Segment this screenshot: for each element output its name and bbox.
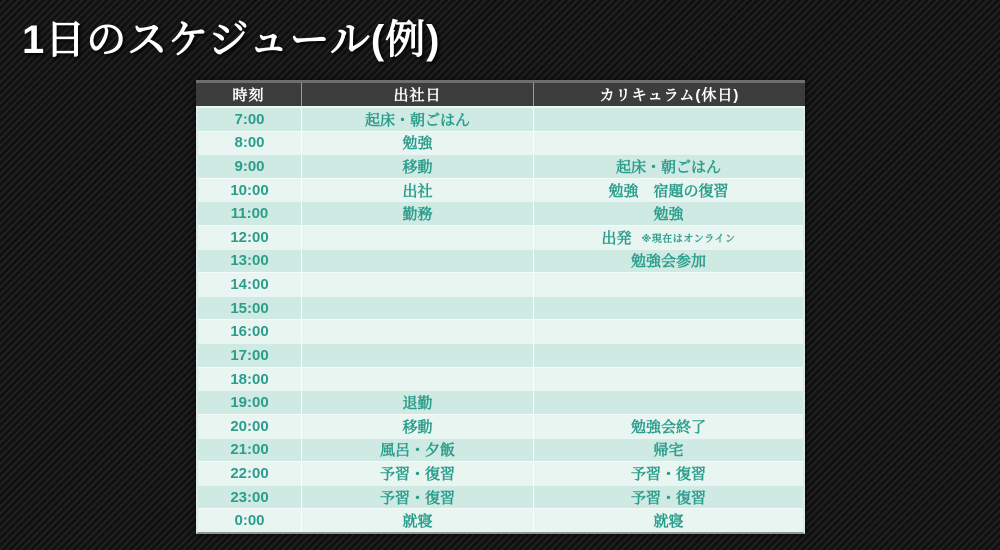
- table-row: [198, 343, 803, 367]
- page-title: 1日のスケジュール(例): [22, 18, 441, 62]
- workday-cell: [302, 344, 534, 367]
- curriculum-cell: [534, 297, 803, 320]
- workday-cell: 出社: [302, 179, 534, 202]
- time-cell: 18:00: [198, 368, 302, 391]
- time-cell: 17:00: [198, 344, 302, 367]
- curriculum-cell: [534, 320, 803, 343]
- curriculum-cell: 勉強 宿題の復習: [608, 182, 729, 200]
- curriculum-cell: [534, 273, 803, 296]
- workday-cell: [302, 250, 534, 273]
- table-row: [198, 131, 803, 155]
- curriculum-cell: 予習・復習: [630, 489, 706, 507]
- table-header-row: [196, 80, 805, 108]
- curriculum-note: ※現在はオンライン: [641, 233, 736, 245]
- workday-cell: [302, 368, 534, 391]
- table-row: [198, 461, 803, 485]
- table-row: [198, 296, 803, 320]
- time-cell: 10:00: [198, 179, 302, 202]
- time-cell: 22:00: [198, 462, 302, 485]
- time-cell: 8:00: [198, 132, 302, 155]
- workday-cell: 予習・復習: [302, 486, 534, 509]
- table-row: [198, 367, 803, 391]
- time-cell: 20:00: [198, 415, 302, 438]
- table-row: [198, 390, 803, 414]
- time-cell: 15:00: [198, 297, 302, 320]
- curriculum-cell: [534, 368, 803, 391]
- table-row: [198, 201, 803, 225]
- curriculum-cell: 勉強: [653, 206, 684, 224]
- time-cell: 12:00: [198, 226, 302, 249]
- time-cell: 21:00: [198, 439, 302, 462]
- time-cell: 19:00: [198, 391, 302, 414]
- curriculum-cell: 起床・朝ごはん: [615, 159, 721, 177]
- table-row: [198, 438, 803, 462]
- workday-cell: [302, 273, 534, 296]
- time-cell: 16:00: [198, 320, 302, 343]
- curriculum-cell: [534, 344, 803, 367]
- column-header-curriculum: カリキュラム(休日): [599, 87, 740, 104]
- curriculum-cell: [534, 132, 803, 155]
- curriculum-cell: 予習・復習: [630, 465, 706, 483]
- workday-cell: 移動: [302, 415, 534, 438]
- table-row: [198, 178, 803, 202]
- time-cell: 11:00: [198, 202, 302, 225]
- time-cell: 14:00: [198, 273, 302, 296]
- table-row: [198, 108, 803, 131]
- curriculum-cell: 勉強会参加: [630, 253, 706, 271]
- table-row: [198, 319, 803, 343]
- workday-cell: [302, 320, 534, 343]
- table-row: [198, 485, 803, 509]
- time-cell: 0:00: [198, 509, 302, 532]
- column-header-time: 時刻: [196, 83, 302, 106]
- time-cell: 9:00: [198, 155, 302, 178]
- table-body: [196, 108, 805, 534]
- table-row: [198, 508, 803, 532]
- workday-cell: [302, 297, 534, 320]
- schedule-table: [196, 80, 805, 534]
- curriculum-cell: [534, 108, 803, 131]
- workday-cell: 風呂・夕飯: [302, 439, 534, 462]
- table-row: [198, 249, 803, 273]
- workday-cell: 退勤: [302, 391, 534, 414]
- workday-cell: 勤務: [302, 202, 534, 225]
- curriculum-text: 出発: [601, 229, 632, 247]
- time-cell: 23:00: [198, 486, 302, 509]
- curriculum-cell: 帰宅: [653, 442, 684, 460]
- table-row: [198, 272, 803, 296]
- workday-cell: 勉強: [302, 132, 534, 155]
- curriculum-cell: 就寝: [653, 513, 684, 531]
- curriculum-cell: [534, 226, 803, 249]
- column-header-workday: 出社日: [302, 83, 534, 106]
- curriculum-cell: [534, 391, 803, 414]
- workday-cell: 就寝: [302, 509, 534, 532]
- time-cell: 13:00: [198, 250, 302, 273]
- table-row: [198, 225, 803, 249]
- table-row: [198, 414, 803, 438]
- time-cell: 7:00: [198, 108, 302, 131]
- workday-cell: 移動: [302, 155, 534, 178]
- curriculum-cell: 勉強会終了: [630, 418, 706, 436]
- table-row: [198, 154, 803, 178]
- workday-cell: [302, 226, 534, 249]
- workday-cell: 起床・朝ごはん: [302, 108, 534, 131]
- workday-cell: 予習・復習: [302, 462, 534, 485]
